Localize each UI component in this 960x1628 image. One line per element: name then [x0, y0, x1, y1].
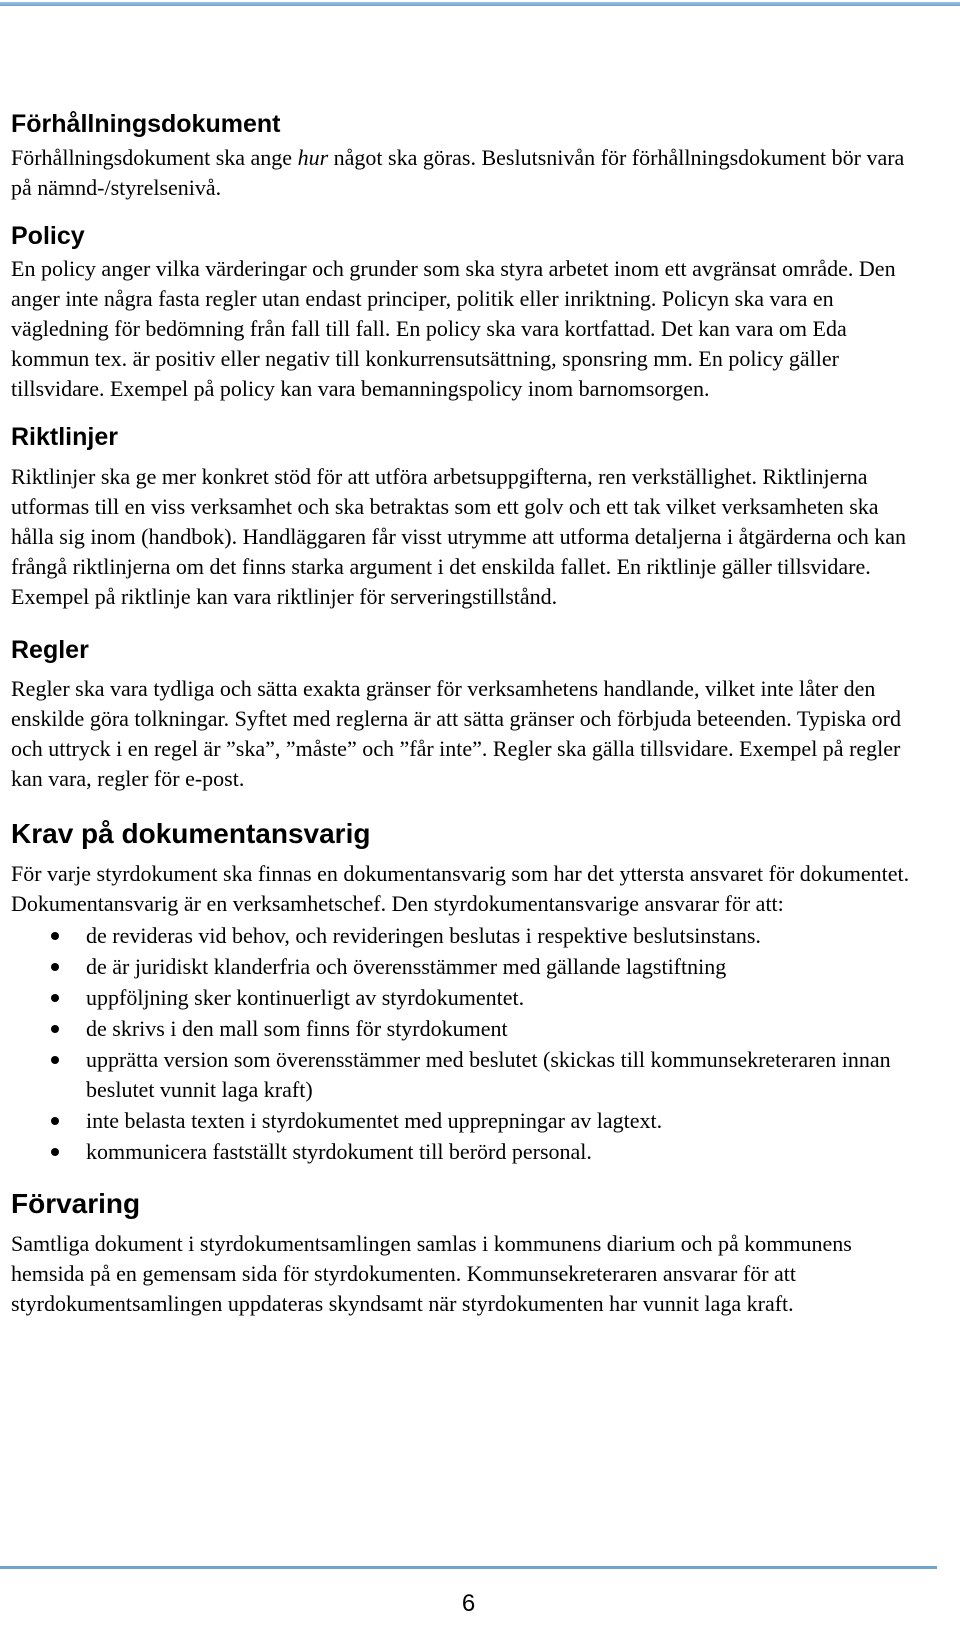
bullet-icon: [51, 1148, 59, 1156]
list-item-text: inte belasta texten i styrdokumentet med upprepningar av lagtext.: [86, 1108, 663, 1133]
document-body: [11, 108, 926, 1319]
bullet-icon: [51, 994, 59, 1002]
section-heading: Policy: [11, 222, 85, 250]
list-item: [11, 921, 926, 951]
section-krav-pa-dokumentansvarig: [11, 817, 926, 1167]
section-heading: Förvaring: [11, 1188, 141, 1219]
section-paragraph: Samtliga dokument i styrdokumentsamlingen samlas i kommunens diarium och på kommunens hemsida på en gemensam sida för styrdokumenten. Kommunsekreteraren ansvarar för att styrdokumentsamlingen uppdateras skyndsamt när styrdokumenten har vunnit laga kraft.: [11, 1231, 852, 1316]
bullet-icon: [51, 963, 59, 971]
page-number: 6: [461, 1590, 476, 1617]
responsibility-list: [11, 921, 926, 1167]
list-item-text: uppföljning sker kontinuerligt av styrdokumentet.: [86, 985, 525, 1010]
section-heading: Förhållningsdokument: [11, 110, 281, 138]
bullet-icon: [51, 1025, 59, 1033]
list-item-text: de skrivs i den mall som finns för styrdokument: [86, 1016, 508, 1041]
bullet-icon: [51, 1117, 59, 1125]
paragraph-text: något ska göras. Beslutsnivån för förhållningsdokument bör vara på nämnd-/styrelsenivå.: [11, 145, 905, 200]
list-item: [11, 1106, 926, 1136]
list-item: [11, 1137, 926, 1167]
section-policy: [11, 220, 926, 404]
section-riktlinjer: [11, 421, 926, 612]
section-heading: Regler: [11, 636, 89, 664]
list-item-text: de revideras vid behov, och revideringen beslutas i respektive beslutsinstans.: [86, 923, 761, 948]
section-regler: [11, 634, 926, 794]
header-rule: [0, 2, 960, 6]
section-paragraph: En policy anger vilka värderingar och grunder som ska styra arbetet inom ett avgränsat område. Den anger inte några fasta regler utan endast principer, politik eller inriktning. Policyn ska vara en vägledning för bedömning från fall till fall. En policy ska vara kortfattad. Det kan vara om Eda kommun tex. är positiv eller negativ till konkurrensutsättning, sponsring mm. En policy gäller tillsvidare. Exempel på policy kan vara bemanningspolicy inom barnomsorgen.: [11, 256, 896, 401]
bullet-icon: [51, 1056, 59, 1064]
section-heading: Krav på dokumentansvarig: [11, 818, 371, 849]
section-heading: Riktlinjer: [11, 423, 118, 451]
section-paragraph: [11, 143, 926, 203]
section-paragraph: Riktlinjer ska ge mer konkret stöd för att utföra arbetsuppgifterna, ren verkställighet. Riktlinjerna utformas till en viss verksamhet och ska betraktas som ett golv och ett tak vilket verksamheten ska hålla sig inom (handbok). Handläggaren får visst utrymme att utforma detaljerna i åtgärderna och kan frångå riktlinjerna om det finns starka argument i det enskilda fallet. En riktlinje gäller tillsvidare. Exempel på riktlinje kan vara riktlinjer för serveringstillstånd.: [11, 464, 906, 609]
list-item: [11, 1014, 926, 1044]
bullet-icon: [51, 932, 59, 940]
paragraph-emphasis: hur: [297, 145, 329, 170]
list-item: [11, 952, 926, 982]
list-item-text: kommunicera fastställt styrdokument till berörd personal.: [86, 1139, 592, 1164]
footer-rule: [0, 1566, 937, 1569]
paragraph-text: Förhållningsdokument ska ange: [11, 145, 298, 170]
list-item: [11, 983, 926, 1013]
section-forvaring: [11, 1187, 926, 1319]
section-forhallningsdokument: [11, 108, 926, 203]
list-item-text: de är juridiskt klanderfria och överensstämmer med gällande lagstiftning: [86, 954, 727, 979]
list-item-text: upprätta version som överensstämmer med beslutet (skickas till kommunsekreteraren innan beslutet vunnit laga kraft): [86, 1047, 891, 1102]
list-item: [11, 1045, 926, 1105]
section-paragraph: För varje styrdokument ska finnas en dokumentansvarig som har det yttersta ansvaret för dokumentet. Dokumentansvarig är en verksamhetschef. Den styrdokumentansvarige ansvarar för att:: [11, 861, 910, 916]
section-paragraph: Regler ska vara tydliga och sätta exakta gränser för verksamhetens handlande, vilket inte låter den enskilde göra tolkningar. Syftet med reglerna är att sätta gränser och förbjuda beteenden. Typiska ord och uttryck i en regel är ”ska”, ”måste” och ”får inte”. Regler ska gälla tillsvidare. Exempel på regler kan vara, regler för e-post.: [11, 676, 901, 791]
